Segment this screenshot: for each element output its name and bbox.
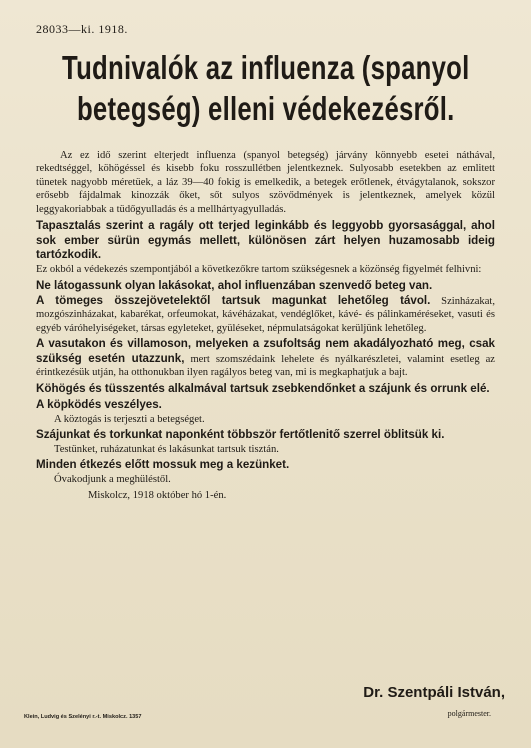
signature-role: polgármester.	[447, 709, 491, 718]
rule-2-detail: Szinházakat, mozgószinházakat, kabarékat, orfeumokat, kávéházakat, vendéglőket, kávé- és pálinkaméréseket, vasuti és egyéb váróhelyiségeket, társas egyleteket, gyüléseket, népmulatságokat kerüljünk lehetőleg.	[36, 295, 495, 334]
rule-2: A tömeges összejövetelektől tartsuk magunkat lehetőleg távol.	[36, 293, 431, 307]
rule-3-detail: mert szomszédaink lehelete és nyálkarészletei, valamint esetleg az érintkezésük utján, ha otthonukban ilyen ragályos beteg van, mi is megkaphatjuk a bajt.	[36, 353, 496, 379]
reference-number: 28033—ki. 1918.	[36, 22, 128, 36]
poster-body	[36, 149, 495, 503]
rule-5-detail: A köztogás is terjeszti a betegséget.	[54, 414, 205, 425]
rule-2-block	[36, 294, 495, 335]
advice-intro: Ez okból a védekezés szempontjából a következőkre tartom szükségesnek a közönség figyelmét felhivni:	[36, 263, 482, 275]
experience-paragraph: Tapasztalás szerint a ragály ott terjed leginkább és leggyobb gyorsasággal, ahol sok ember sürün egymás mellett, különösen zárt helyen huzamosabb ideig tartózkodik.	[36, 219, 495, 262]
rule-4: Köhögés és tüsszentés alkalmával tartsuk zsebkendőnket a szájunk és orrunk elé.	[36, 381, 490, 395]
date-line: Miskolcz, 1918 október hó 1-én.	[88, 490, 227, 502]
rule-6-detail: Testünket, ruházatunkat és lakásunkat tartsuk tisztán.	[54, 444, 279, 455]
printer-imprint: Klein, Ludvig és Szelényi r.-t. Miskolcz. 1357	[24, 714, 142, 720]
rule-3-block	[36, 337, 495, 380]
footer	[24, 680, 505, 730]
intro-paragraph: Az ez idő szerint elterjedt influenza (spanyol betegség) járvány könnyebb esetei náthával, rekedtséggel, köhögéssel és kisebb foku rosszullétben jelentkeznek. Sulyosabb esetekben az emlitett tünetek nagyobb méretüek, a láz 39—40 fokig is emelkedik, a betegek erőtlenek, étvágytalanok, sokszor erősebb fájdalmak kinozzák őket, sőt sulyos szövődmények is jelentkeznek, amelyek közül leggyakoriabbak a tüdőgyulladás és a mellhártyagyulladás.	[36, 150, 495, 215]
signature-name: Dr. Szentpáli István,	[363, 684, 505, 701]
title-line-1: Tudnivalók az influenza (spanyol	[61, 49, 470, 86]
closing-line: Óvakodjunk a meghüléstől.	[54, 474, 171, 485]
rule-5: A köpködés veszélyes.	[36, 398, 162, 412]
rule-6: Szájunkat és torkunkat naponként többször fertőtlenitő szerrel öblitsük ki.	[36, 428, 445, 442]
rule-7: Minden étkezés előtt mossuk meg a kezünket.	[36, 458, 290, 472]
poster-title	[36, 47, 494, 129]
title-line-2: betegség) elleni védekezésről.	[76, 90, 455, 127]
rule-3: A vasutakon és villamoson, melyeken a zsufoltság nem akadályozható meg, csak szükség esetén utazzunk,	[36, 337, 495, 365]
rule-1: Ne látogassunk olyan lakásokat, ahol influenzában szenvedő beteg van.	[36, 279, 433, 293]
